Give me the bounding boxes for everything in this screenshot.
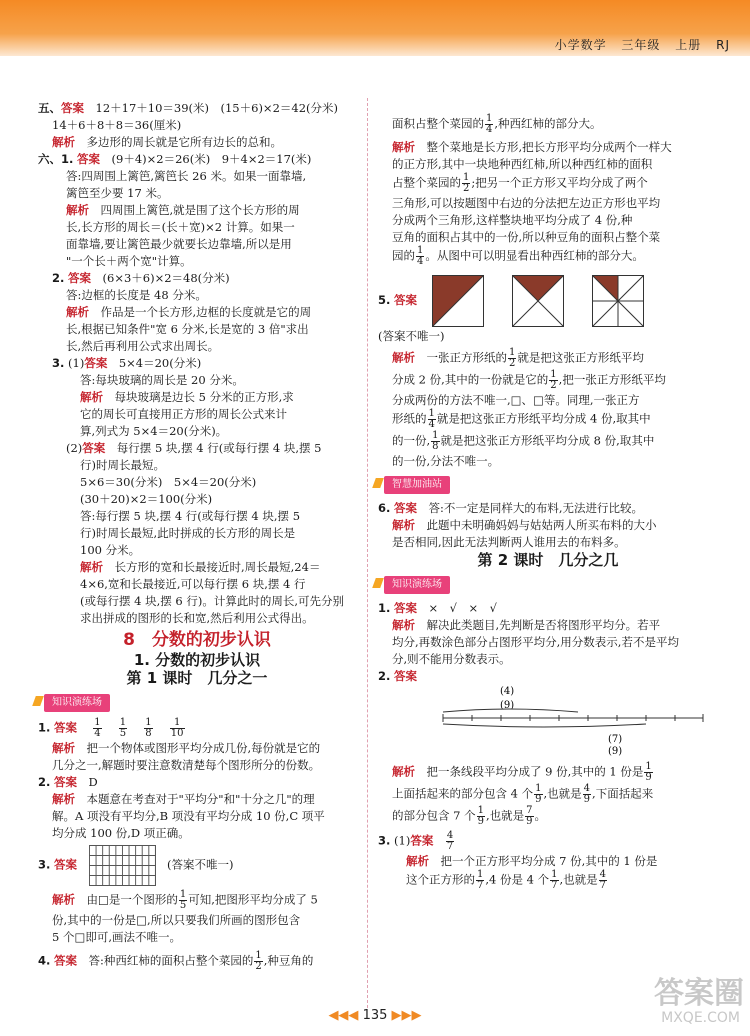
q6-explain: 解析 四周围上篱笆,就是围了这个长方形的周 xyxy=(66,203,300,217)
p2-explain: 解析 本题意在考查对于"平均分"和"十分之几"的理 xyxy=(52,792,315,806)
fraction-1-9: $\frac{1}{9}$ xyxy=(645,761,652,783)
q2-line1: 2. 答案 (6×3＋6)×2＝48(分米) xyxy=(52,271,230,285)
p2-answer: 2. 答案 D xyxy=(38,775,98,789)
fraction-1-7b: $\frac{1}{7}$ xyxy=(551,869,558,891)
s1-explain: 解析 解决此类题目,先判断是否将图形平均分。若平 xyxy=(392,618,661,632)
q3-line2: 答:每块玻璃的周长是 20 分米。 xyxy=(80,373,244,387)
q2-explain: 解析 作品是一个长方形,边框的长度就是它的周 xyxy=(66,305,312,319)
fraction-1-2r: $\frac{1}{2}$ xyxy=(463,172,470,194)
p4-answer: 4. 答案 答:种西红柿的面积占整个菜园的 $\frac{1}{2}$ ,种豆角的 xyxy=(38,950,314,972)
q6-explain4: "一个长＋两个宽"计算。 xyxy=(66,254,192,268)
r5-e4: 形纸的 $\frac{1}{4}$ 就是把这张正方形纸平均分成 4 份,取其中 xyxy=(392,408,651,430)
fraction-1-4r2: $\frac{1}{4}$ xyxy=(417,245,424,267)
r6-e2: 是否相同,因此无法判断两人谁用去的布料多。 xyxy=(392,535,626,549)
fraction-1-7: $\frac{1}{7}$ xyxy=(477,869,484,891)
r6-answer: 6. 答案 答:不一定是同样大的布料,无法进行比较。 xyxy=(378,501,644,515)
q5-line1: 五、答案 12＋17＋10＝39(米) (15＋6)×2＝42(分米) xyxy=(38,101,338,115)
s1-e3: 分,则不能用分数表示。 xyxy=(392,652,511,666)
r6-explain: 解析 此题中未明确妈妈与姑姑两人所买布料的大小 xyxy=(392,518,657,532)
square-half-figure xyxy=(432,275,484,327)
fraction-1-9c: $\frac{1}{9}$ xyxy=(477,805,485,827)
r0-e5: 分成两个三角形,这样整块地平均分成了 4 份,种 xyxy=(392,213,633,227)
page-header xyxy=(0,0,750,56)
s1-e2: 均分,再数涂色部分占图形平均分,用分数表示,若不是平均 xyxy=(392,635,679,649)
page-footer xyxy=(0,1008,750,1023)
r0-e3: 占整个菜园的 $\frac{1}{2}$ ;把另一个正方形又平均分成了两个 xyxy=(392,172,648,194)
p2-explain3: 均分成 100 份,D 项正确。 xyxy=(52,826,190,840)
r5-note: (答案不唯一) xyxy=(378,329,445,343)
r0-line1: 面积占整个菜园的 $\frac{1}{4}$ ,种西红柿的部分大。 xyxy=(392,113,602,135)
fraction-1-8r5: $\frac{1}{8}$ xyxy=(432,430,439,452)
seg-top-num: (4) xyxy=(500,686,515,697)
fraction-1-2: $\frac{1}{2}$ xyxy=(255,950,262,972)
q3-m4: (30＋20)×2＝100(分米) xyxy=(80,492,213,506)
q2-explain3: 长,然后再利用公式求出周长。 xyxy=(66,339,220,353)
practice-badge: 知识演练场 xyxy=(44,694,110,712)
r5-answer: 5. 答案 xyxy=(378,275,718,327)
segment-figure xyxy=(438,686,718,760)
q2-line2: 答:边框的长度是 48 分米。 xyxy=(66,288,207,302)
r0-explain: 解析 整个菜地是长方形,把长方形平均分成两个一样大 xyxy=(392,140,672,154)
challenge-badge: 智慧加油站 xyxy=(384,476,450,494)
fraction-1-2r5: $\frac{1}{2}$ xyxy=(509,347,516,369)
fraction-1-4r: $\frac{1}{4}$ xyxy=(486,113,493,135)
prev-arrows-icon: ◀◀◀ xyxy=(328,1008,359,1023)
q3-f4: 求出拼成的图形的长和宽,然后利用公式得出。 xyxy=(80,611,314,625)
right-column xyxy=(378,114,718,892)
p1-explain2: 几分之一,解题时要注意数清楚每个图形所分的份数。 xyxy=(52,758,321,772)
s2-explain: 解析 把一条线段平均分成了 9 份,其中的 1 份是 $\frac{1}{9}$ xyxy=(392,761,652,783)
q3-m6: 行)时周长最短,此时拼成的长方形的周长是 xyxy=(80,526,296,540)
q6-line2: 答:四周围上篱笆,篱笆长 26 米。如果一面靠墙, xyxy=(66,169,307,183)
r5-e3: 分成两份的方法不唯一,□、□等。同理,一张正方 xyxy=(392,393,640,407)
q3-m5: 答:每行摆 5 块,摆 4 行(或每行摆 4 块,摆 5 xyxy=(80,509,301,523)
q3-explain2: 它的周长可直接用正方形的周长公式来计 xyxy=(80,407,287,421)
q3-m3: 5×6＝30(分米) 5×4＝20(分米) xyxy=(80,475,257,489)
q6-explain2: 长,长方形的周长＝(长＋宽)×2 计算。如果一 xyxy=(66,220,295,234)
volume: 上册 xyxy=(675,38,702,52)
r5-e5: 的一份, $\frac{1}{8}$ 就是把这张正方形纸平均分成 8 份,取其中 xyxy=(392,430,655,452)
r0-e6: 豆角的面积占其中的一份,所以种豆角的面积占整个菜 xyxy=(392,230,661,244)
fraction-4-7b: $\frac{4}{7}$ xyxy=(599,869,607,891)
p1-answer: 1. 答案 $\frac{1}{4}$ $\frac{1}{5}$ $\frac{1}{8}$ $\frac{1}{10}$ xyxy=(38,717,184,739)
seg-top-den: (9) xyxy=(500,700,515,711)
square-quarter-figure xyxy=(512,275,564,327)
p3-explain: 解析 由□是一个图形的 $\frac{1}{5}$ 可知,把图形平均分成了 5 xyxy=(52,889,318,911)
q3-line1: 3. (1)答案 5×4＝20(分米) xyxy=(52,356,202,370)
r0-e4: 三角形,可以按题图中右边的分法把左边正方形也平均 xyxy=(392,196,661,210)
fraction-1-10: $\frac{1}{10}$ xyxy=(170,717,184,739)
r5-explain: 解析 一张正方形纸的 $\frac{1}{2}$ 就是把这张正方形纸平均 xyxy=(392,347,644,369)
fraction-1-5b: $\frac{1}{5}$ xyxy=(179,889,187,911)
fraction-1-9b: $\frac{1}{9}$ xyxy=(535,783,542,805)
fraction-1-8: $\frac{1}{8}$ xyxy=(145,717,152,739)
q3-explain-b: 解析 长方形的宽和长最接近时,周长最短,24＝ xyxy=(80,560,321,574)
lesson2-title: 第 2 课时 几分之几 xyxy=(477,551,619,569)
r0-e2: 的正方形,其中一块地种西红柿,所以种西红柿的面积 xyxy=(392,157,653,171)
q2-explain2: 长,根据已知条件"宽 6 分米,长是宽的 3 倍"求出 xyxy=(66,322,309,336)
p1-explain: 解析 把一个物体或图形平均分成几份,每份就是它的 xyxy=(52,741,321,755)
page-number: 135 xyxy=(362,1008,388,1023)
r0-e7: 园的 $\frac{1}{4}$ 。从图中可以明显看出种西红柿的部分大。 xyxy=(392,245,644,267)
seg-bot-den: (9) xyxy=(608,746,623,756)
s3-explain: 解析 把一个正方形平均分成 7 份,其中的 1 份是 xyxy=(406,854,658,868)
header-title xyxy=(545,36,730,53)
q6-line1: 六、1. 答案 (9＋4)×2＝26(米) 9＋4×2＝17(米) xyxy=(38,152,312,166)
q3-f2: 4×6,宽和长最接近,可以每行摆 6 块,摆 4 行 xyxy=(80,577,306,591)
r5-e2: 分成 2 份,其中的一份就是它的 $\frac{1}{2}$ ,把一张正方形纸平均 xyxy=(392,369,666,391)
s1-answer: 1. 答案 × √ × √ xyxy=(378,601,497,615)
q6-explain3: 面靠墙,要让篱笆最少就要长边靠墙,所以是用 xyxy=(66,237,292,251)
fraction-4-7: $\frac{4}{7}$ xyxy=(446,830,454,852)
seg-bot-num: (7) xyxy=(608,734,623,745)
fraction-7-9: $\frac{7}{9}$ xyxy=(526,805,533,827)
q3-part2: (2)答案 每行摆 5 块,摆 4 行(或每行摆 4 块,摆 5 xyxy=(66,441,322,455)
edition: RJ xyxy=(716,38,730,52)
q5-explain: 解析 多边形的周长就是它所有边长的总和。 xyxy=(52,135,282,149)
q3-f3: (或每行摆 4 块,摆 6 行)。计算此时的周长,可先分别 xyxy=(80,594,345,608)
q3-explain: 解析 每块玻璃是边长 5 分米的正方形,求 xyxy=(80,390,294,404)
r5-e6: 的一份,分法不唯一。 xyxy=(392,454,500,468)
watermark-logo: 答案圈 xyxy=(654,976,744,1011)
q6-line3: 篱笆至少要 17 米。 xyxy=(66,186,169,200)
s2-e3: 的部分包含 7 个 $\frac{1}{9}$ ,也就是 $\frac{7}{9}$ 。 xyxy=(392,805,547,827)
s3-answer: 3. (1)答案 $\frac{4}{7}$ xyxy=(378,830,454,852)
practice-badge-2: 知识演练场 xyxy=(384,576,450,594)
column-divider xyxy=(367,98,368,1008)
next-arrows-icon: ▶▶▶ xyxy=(391,1008,422,1023)
subject: 小学数学 xyxy=(554,38,607,52)
q3-m7: 100 分米。 xyxy=(80,543,141,557)
q5-line2: 14＋6＋8＋8＝36(厘米) xyxy=(52,118,182,132)
grid-figure xyxy=(89,845,156,886)
p3-explain3: 5 个□即可,画法不唯一。 xyxy=(52,930,181,944)
p3-answer: 3. 答案 (答案不唯一) xyxy=(38,845,356,886)
lesson-title: 第 1 课时 几分之一 xyxy=(126,669,268,687)
grade: 三年级 xyxy=(621,38,661,52)
s2-answer: 2. 答案 xyxy=(378,669,418,683)
chapter-title: 8 分数的初步认识 xyxy=(123,630,271,650)
fraction-1-4: $\frac{1}{4}$ xyxy=(94,717,101,739)
q3-explain3: 算,列式为 5×4＝20(分米)。 xyxy=(80,424,228,438)
watermark-url: MXQE.COM xyxy=(661,1010,740,1026)
left-column xyxy=(38,100,356,973)
p2-explain2: 解。A 项没有平均分,B 项没有平均分成 10 份,C 项平 xyxy=(52,809,325,823)
square-eighth-figure xyxy=(592,275,644,327)
p3-explain2: 份,其中的一份是□,所以只要我们所画的图形包含 xyxy=(52,913,301,927)
fraction-1-2r5b: $\frac{1}{2}$ xyxy=(550,369,557,391)
s3-e2: 这个正方形的 $\frac{1}{7}$ ,4 份是 4 个 $\frac{1}{7}$ ,也就是 $\frac{4}{7}$ xyxy=(406,869,607,891)
section-title: 1. 分数的初步认识 xyxy=(133,651,261,669)
fraction-1-5: $\frac{1}{5}$ xyxy=(119,717,127,739)
s2-e2: 上面括起来的部分包含 4 个 $\frac{1}{9}$ ,也就是 $\frac{4}{9}$ ,下面括起来 xyxy=(392,783,654,805)
fraction-1-4r5: $\frac{1}{4}$ xyxy=(428,408,435,430)
q3-m2: 行)时周长最短。 xyxy=(80,458,165,472)
fraction-4-9: $\frac{4}{9}$ xyxy=(583,783,591,805)
